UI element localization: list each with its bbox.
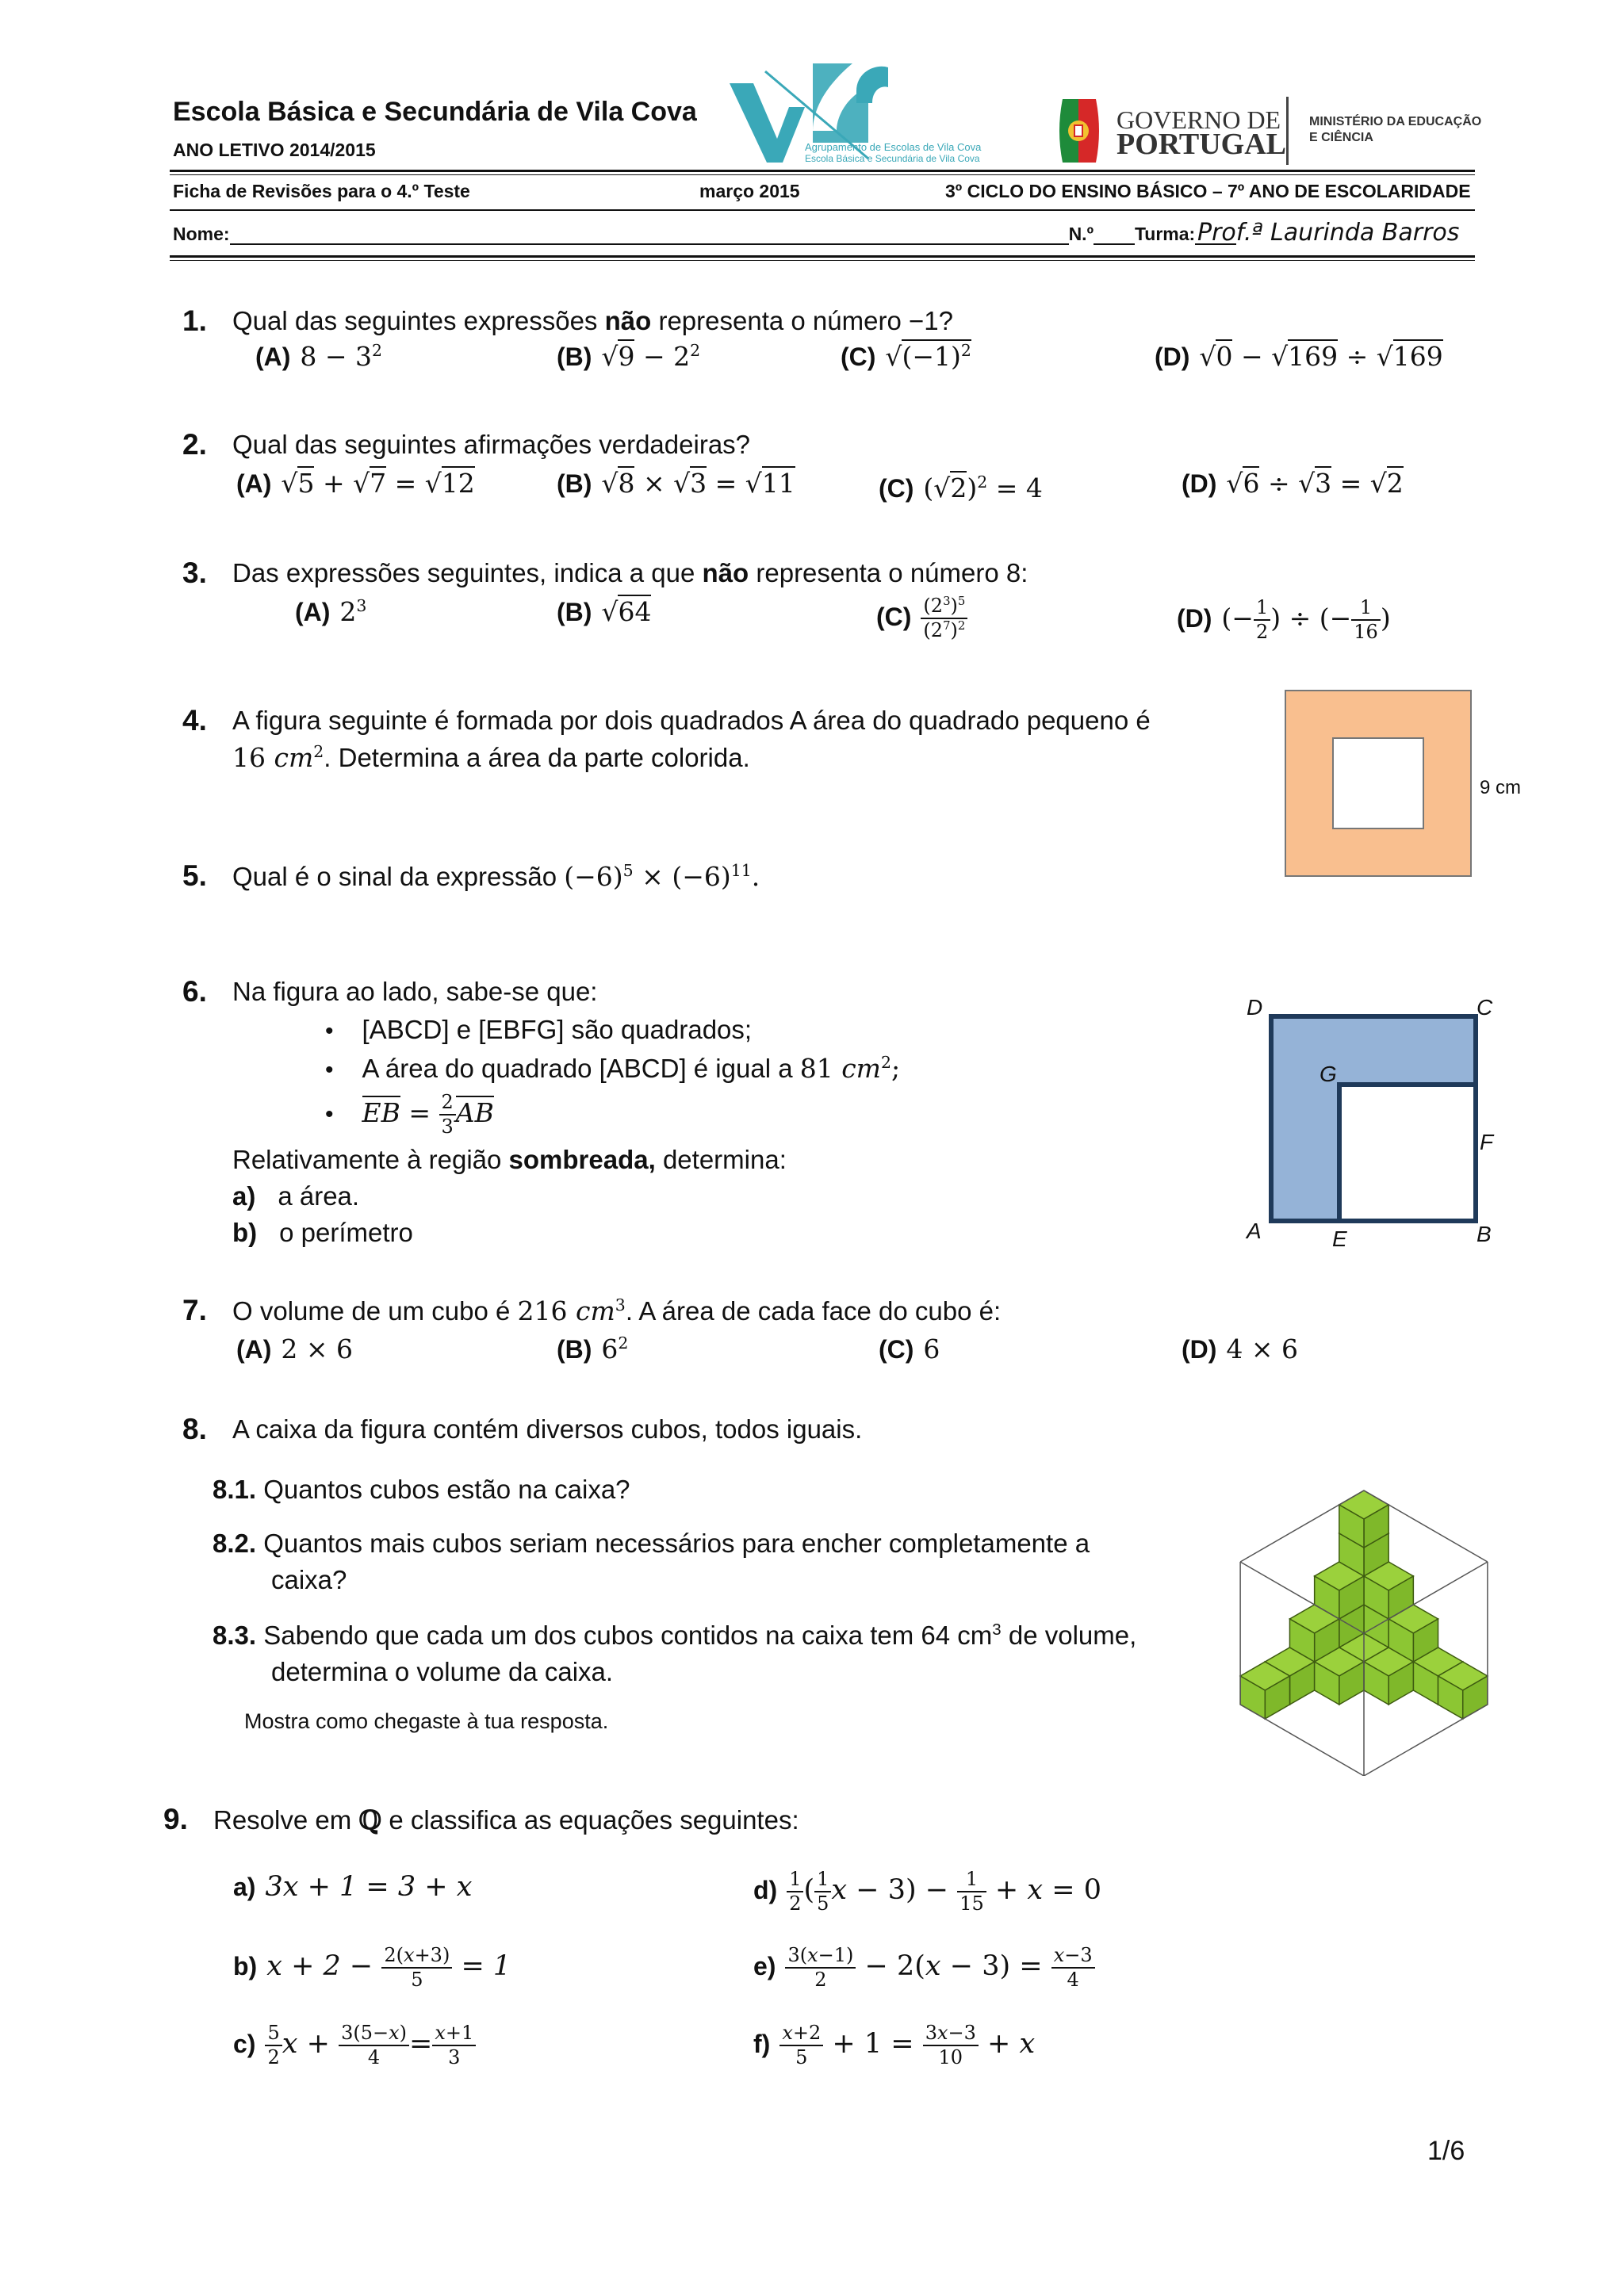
q9-e-label: e) [753, 1952, 776, 1981]
ministry-2: E CIÊNCIA [1309, 131, 1373, 144]
q8-2-label: 8.2. [213, 1529, 257, 1558]
q9-number: 9. [163, 1803, 188, 1835]
q8-3: 8.3. Sabendo que cada um dos cubos contidos na caixa tem 64 $cm^3$ de volume, [213, 1621, 1137, 1650]
sheet-title: Ficha de Revisões para o 4.º Teste [173, 181, 470, 201]
q5-text-1: Qual é o sinal da expressão [232, 862, 565, 891]
sheet-date: março 2015 [699, 181, 800, 201]
q9-d-label: d) [753, 1876, 778, 1905]
q6-a-text: a área. [278, 1181, 360, 1211]
q6-a-label: a) [232, 1181, 256, 1211]
box-edge [1240, 1705, 1364, 1776]
q8-2-line-2: caixa? [271, 1565, 347, 1594]
q9-text-2: e classifica as equações seguintes: [381, 1805, 799, 1835]
q7-c-label: (C) [879, 1335, 914, 1364]
class-label: Turma: [1134, 224, 1196, 244]
header-rule-bottom-thin [170, 260, 1475, 261]
q8-text: A caixa da figura contém diversos cubos, todos iguais. [232, 1414, 863, 1444]
q8-number: 8. [182, 1413, 207, 1445]
teacher-name: Prof.ª Laurinda Barros [1197, 219, 1460, 247]
q3-a-label: (A) [295, 598, 331, 626]
q2-option-a[interactable]: (A) √5 + √7 = √12 [236, 468, 475, 499]
name-field[interactable] [230, 224, 1069, 245]
q3-option-b[interactable]: (B) √64 [557, 596, 652, 627]
q8-2 [213, 1529, 1156, 1559]
q7-option-a[interactable]: (A) 2 × 6 [236, 1334, 354, 1364]
sheet-cycle: 3º CICLO DO ENSINO BÁSICO – 7º ANO DE ESCOLARIDADE [945, 181, 1471, 201]
q6-intro: Na figura ao lado, sabe-se que: [232, 977, 598, 1006]
q5-number: 5. [182, 859, 207, 892]
q6-bullet-2: • A área do quadrado [ABCD] é igual a 81 $cm^2$; [325, 1053, 901, 1084]
q1-d-label: (D) [1155, 342, 1190, 371]
q4-small-square [1332, 737, 1424, 829]
q7-text-2: . A área de cada face do cubo é: [625, 1296, 1002, 1326]
q6-bullet-3: • EB = $\frac{2}{3}$ AB [325, 1091, 494, 1138]
q9-b-label: b) [233, 1952, 258, 1981]
q2-b-label: (B) [557, 469, 592, 498]
ministry-1: MINISTÉRIO DA EDUCAÇÃO [1309, 115, 1482, 128]
school-name: Escola Básica e Secundária de Vila Cova [173, 97, 697, 127]
q1-text [232, 306, 953, 336]
q8-note: Mostra como chegaste à tua resposta. [244, 1709, 609, 1733]
portugal-flag [1055, 95, 1102, 166]
q3-b-label: (B) [557, 598, 592, 626]
label-g: G [1320, 1062, 1337, 1086]
vc-logo [718, 59, 1003, 166]
q8-cube-box [1197, 1443, 1530, 1776]
number-label: N.º [1068, 224, 1094, 244]
q3-d-label: (D) [1177, 603, 1212, 633]
q6-rel-3: determina: [655, 1145, 787, 1174]
q7-a-label: (A) [236, 1335, 272, 1364]
q3-option-d[interactable]: (D) (− $\frac{1}{2}$ ) ÷ (− $\frac{1}{16}$ ) [1177, 596, 1391, 643]
q2-number: 2. [182, 428, 207, 461]
q9-text: Resolve em ℚ e classifica as equações seguintes: [213, 1804, 799, 1835]
q3-option-a[interactable]: (A) $2^3$ [295, 596, 367, 627]
q2-option-d[interactable]: (D) √6 ÷ √3 = √2 [1182, 468, 1404, 499]
q1-number: 1. [182, 304, 207, 337]
q5-text: Qual é o sinal da expressão $(-6)^5 \times (-6)^{11}$. [232, 861, 760, 892]
q1-text-bold: não [604, 306, 652, 335]
logo-text-1: Agrupamento de Escolas de Vila Cova [805, 141, 982, 153]
q8-3-text-1b: de volume, [1001, 1621, 1137, 1650]
q8-3-text-1: Sabendo que cada um dos cubos contidos na caixa tem 64 cm [263, 1621, 993, 1650]
q3-c-label: (C) [876, 602, 912, 631]
q8-3-label: 8.3. [213, 1621, 257, 1650]
q3-text-1: Das expressões seguintes, indica a que [232, 558, 703, 587]
q6-relative [232, 1145, 787, 1175]
q8-3-line-2: determina o volume da caixa. [271, 1657, 614, 1686]
box-edge [1364, 1705, 1488, 1776]
q9-a-label: a) [233, 1873, 256, 1901]
q4-line-2: 16 $cm^2$. Determina a área da parte colorida. [232, 742, 750, 773]
label-f: F [1480, 1130, 1494, 1154]
q7-number: 7. [182, 1294, 207, 1326]
label-e: E [1332, 1226, 1347, 1251]
q9-e: e) $\frac{3(x-1)}{2}$ − 2(x − 3) = $\frac{x-3}{4}$ [753, 1944, 1095, 1992]
q6-bullet-1-text: [ABCD] e [EBFG] são quadrados; [362, 1015, 753, 1044]
q1-text-1: Qual das seguintes expressões [232, 306, 605, 335]
q7-option-c[interactable]: (C) 6 [879, 1334, 940, 1364]
q6-b-text: o perímetro [279, 1218, 413, 1247]
q7-text: O volume de um cubo é 216 $cm^3$. A área de cada face do cubo é: [232, 1295, 1002, 1326]
label-b: B [1477, 1222, 1492, 1246]
q7-b-label: (B) [557, 1335, 592, 1364]
q1-text-3: representa o número −1? [651, 306, 953, 335]
q1-b-label: (B) [557, 342, 592, 371]
q1-option-a[interactable]: (A) $8 - 3^2$ [255, 341, 383, 372]
q1-option-c[interactable]: (C) $√(-1)^2$ [841, 341, 971, 372]
logo-text-2: Escola Básica e Secundária de Vila Cova [805, 153, 980, 164]
label-d: D [1247, 995, 1263, 1020]
portugal-flag-icon [1055, 95, 1102, 166]
q2-text: Qual das seguintes afirmações verdadeiras? [232, 430, 751, 459]
q4-number: 4. [182, 704, 207, 737]
q8-2-text-1: Quantos mais cubos seriam necessários para encher completamente a [263, 1529, 1090, 1558]
q9-c-label: c) [233, 2030, 256, 2059]
q1-a-label: (A) [255, 342, 291, 371]
q9-c: c) $\frac{5}{2}$ x + $\frac{3(5-x)}{4}$ = $\frac{x+1}{3}$ [233, 2022, 476, 2069]
q6-b-label: b) [232, 1218, 258, 1247]
q1-c-label: (C) [841, 342, 876, 371]
q8-box-figure [1197, 1443, 1530, 1776]
q3-text-3: representa o número 8: [749, 558, 1028, 587]
q7-option-d[interactable]: (D) 4 × 6 [1182, 1334, 1299, 1364]
name-row [173, 224, 1236, 245]
number-field[interactable] [1094, 224, 1135, 245]
q2-option-b[interactable]: (B) √8 × √3 = √11 [557, 468, 795, 499]
q6-number: 6. [182, 975, 207, 1008]
q3-text-bold: não [702, 558, 749, 587]
q6-item-a [232, 1181, 359, 1211]
q4-line-1: A figura seguinte é formada por dois quadrados A área do quadrado pequeno é [232, 706, 1151, 735]
q8-1-text: Quantos cubos estão na caixa? [263, 1475, 630, 1504]
q9-b: b) x + 2 − $\frac{2(x+3)}{5}$ = 1 [233, 1944, 511, 1991]
square-ebfg [1339, 1085, 1476, 1221]
q6-bullet-2-text: A área do quadrado [ABCD] é igual a [362, 1054, 800, 1083]
gov-line-1: GOVERNO DE [1116, 105, 1281, 134]
q9-d: d) $\frac{1}{2}$ ( $\frac{1}{5}$ x − 3) − $\frac{1}{15}$ + x = 0 [753, 1868, 1101, 1915]
header-rule-bottom [170, 255, 1475, 258]
q4-big-square [1285, 690, 1472, 877]
name-label: Nome: [173, 224, 230, 244]
q6-rel-bold: sombreada, [508, 1145, 656, 1174]
q6-bullet-1: • [ABCD] e [EBFG] são quadrados; [325, 1015, 753, 1044]
q1-option-b[interactable]: (B) $√9 - 2^2$ [557, 341, 701, 372]
q3-option-c[interactable]: (C) $\frac{(2^3)^5}{(2^7)^2}$ [876, 595, 967, 642]
gov-line-2: PORTUGAL [1116, 128, 1287, 161]
header-rule-top-thin [170, 174, 1475, 175]
label-a: A [1247, 1219, 1262, 1243]
q7-d-label: (D) [1182, 1335, 1217, 1364]
q9-text-1: Resolve em [213, 1805, 359, 1835]
q9-f-label: f) [753, 2030, 771, 2059]
q2-a-label: (A) [236, 469, 272, 498]
header-rule-mid [170, 209, 1475, 211]
q2-c-label: (C) [879, 474, 914, 503]
q9-a: a) 3x + 1 = 3 + x [233, 1871, 473, 1903]
q7-text-1: O volume de um cubo é [232, 1296, 518, 1326]
page-number: 1/6 [1427, 2136, 1465, 2166]
q8-1 [213, 1475, 630, 1505]
q6-rel-1: Relativamente à região [232, 1145, 509, 1174]
q7-option-b[interactable]: (B) $6^2$ [557, 1334, 629, 1364]
q3-text [232, 558, 1028, 588]
q6-squares-diagram [1237, 995, 1494, 1257]
school-year: ANO LETIVO 2014/2015 [173, 140, 376, 160]
q3-number: 3. [182, 557, 207, 589]
q4-line-2-text: . Determina a área da parte colorida. [324, 743, 750, 772]
q6-figure [1237, 995, 1494, 1257]
q2-d-label: (D) [1182, 469, 1217, 498]
q2-option-c[interactable]: (C) $(√2)^2 = 4$ [879, 473, 1043, 503]
label-c: C [1477, 995, 1493, 1020]
q1-option-d[interactable]: (D) √0 − √169 ÷ √169 [1155, 341, 1443, 372]
q6-item-b [232, 1218, 413, 1248]
q9-f: f) $\frac{x+2}{5}$ + 1 = $\frac{3x-3}{10}$ + x [753, 2022, 1036, 2068]
q4-dimension: 9 cm [1480, 777, 1522, 798]
q8-1-label: 8.1. [213, 1475, 257, 1504]
gov-divider [1286, 97, 1289, 165]
header-rule-top [170, 170, 1475, 172]
